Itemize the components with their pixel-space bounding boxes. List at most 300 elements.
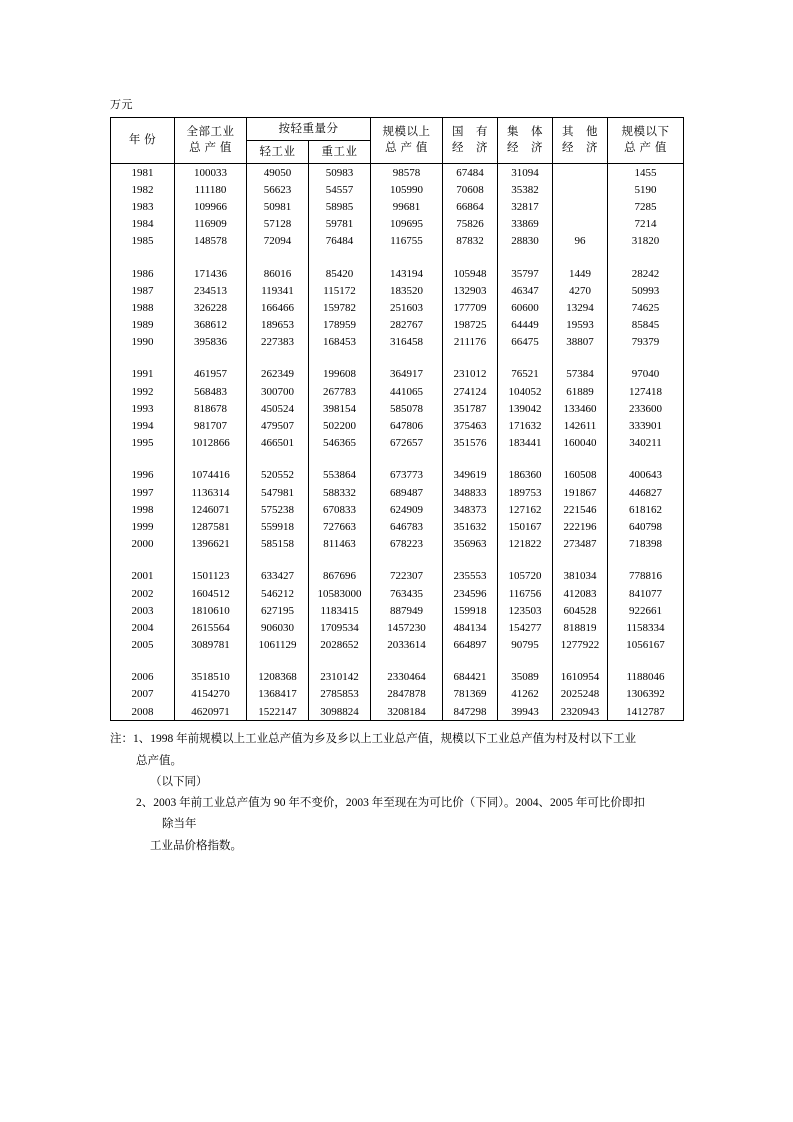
table-cell-above-scale-total: 678223 [371,536,443,553]
table-cell-year: 1987 [111,282,175,299]
table-cell-total-output: 326228 [175,299,247,316]
table-cell-heavy-industry: 727663 [309,518,371,535]
table-cell-above-scale-total: 763435 [371,585,443,602]
table-cell-heavy-industry: 76484 [309,233,371,250]
table-cell-heavy-industry: 670833 [309,501,371,518]
table-cell-empty [309,654,371,669]
table-cell-collective: 116756 [498,585,553,602]
table-cell-empty [111,553,175,568]
table-cell-other [553,216,608,233]
table-cell-state-owned: 684421 [443,669,498,686]
table-cell-collective: 171632 [498,417,553,434]
table-cell-state-owned: 664897 [443,637,498,654]
table-cell-empty [247,553,309,568]
table-cell-year: 2006 [111,669,175,686]
table-cell-state-owned: 348373 [443,501,498,518]
table-cell-above-scale-total: 183520 [371,282,443,299]
table-cell-empty [175,654,247,669]
note-line-3: （以下同） [150,775,208,788]
table-cell-total-output: 109966 [175,198,247,215]
table-cell-state-owned: 75826 [443,216,498,233]
table-cell-empty [498,553,553,568]
table-cell-above-scale-total: 441065 [371,383,443,400]
table-cell-heavy-industry: 50983 [309,164,371,182]
table-cell-above-scale-total: 646783 [371,518,443,535]
table-cell-heavy-industry: 59781 [309,216,371,233]
table-cell-empty [371,351,443,366]
table-cell-heavy-industry: 588332 [309,484,371,501]
table-cell-light-industry: 262349 [247,366,309,383]
table-cell-below-scale-total: 340211 [608,435,684,452]
table-cell-light-industry: 57128 [247,216,309,233]
table-cell-other: 222196 [563,520,597,533]
table-cell-other: 604528 [563,604,597,617]
header-light-industry: 轻工业 [247,141,309,164]
table-cell-light-industry: 86016 [247,265,309,282]
table-cell-other: 142611 [563,420,597,433]
table-cell-empty [111,250,175,265]
header-year: 年 份 [111,118,175,164]
table-cell-empty [498,452,553,467]
header-collective: 集 体 经 济 [498,118,553,164]
table-cell-below-scale-total: 718398 [608,536,684,553]
table-cell-collective: 35797 [498,265,553,282]
table-cell-year: 2005 [111,637,175,654]
table-cell-light-industry: 166466 [247,299,309,316]
table-cell-other [553,181,608,198]
table-cell-heavy-industry: 398154 [309,400,371,417]
table-cell-year: 1986 [111,265,175,282]
table-cell-year: 1985 [111,233,175,250]
table-cell-year: 1983 [111,198,175,215]
table-cell-below-scale-total: 618162 [608,501,684,518]
table-cell-heavy-industry: 2785853 [309,686,371,703]
table-cell-state-owned: 375463 [443,417,498,434]
table-cell-empty [175,351,247,366]
table-cell-other: 133460 [563,402,597,415]
table-notes [110,729,710,857]
table-cell-below-scale-total: 7214 [608,216,684,233]
table-cell-total-output: 100033 [175,164,247,182]
table-cell-year: 2008 [111,703,175,721]
table-spacer-row [111,654,684,669]
table-cell-above-scale-total: 2330464 [371,669,443,686]
table-cell-year: 1994 [111,417,175,434]
table-cell-empty [553,452,608,467]
note-line-5: 除当年 [162,818,197,831]
table-cell-below-scale-total: 841077 [608,585,684,602]
table-cell-empty [443,452,498,467]
table-cell-empty [608,250,684,265]
table-cell-heavy-industry: 867696 [309,568,371,585]
table-row [111,334,684,351]
table-cell-below-scale-total: 28242 [608,265,684,282]
table-cell-collective: 154277 [498,619,553,636]
table-cell-collective: 46347 [498,282,553,299]
table-cell-heavy-industry: 1709534 [309,619,371,636]
table-row [111,669,684,686]
table-cell-state-owned: 484134 [443,619,498,636]
note-line-6: 工业品价格指数。 [150,839,242,852]
table-cell-heavy-industry: 2028652 [309,637,371,654]
table-cell-year: 2002 [111,585,175,602]
table-cell-empty [247,654,309,669]
table-cell-heavy-industry: 3098824 [309,703,371,721]
table-cell-year: 1996 [111,467,175,484]
table-cell-total-output: 1074416 [175,467,247,484]
table-cell-light-industry: 559918 [247,518,309,535]
table-cell-heavy-industry: 58985 [309,198,371,215]
table-row [111,299,684,316]
table-cell-light-industry: 906030 [247,619,309,636]
table-cell-heavy-industry: 85420 [309,265,371,282]
table-cell-above-scale-total: 585078 [371,400,443,417]
table-cell-year: 1988 [111,299,175,316]
table-cell-total-output: 1604512 [175,585,247,602]
table-cell-below-scale-total: 1412787 [608,703,684,721]
table-cell-total-output: 4154270 [175,686,247,703]
table-cell-light-industry: 300700 [247,383,309,400]
header-state-owned: 国 有 经 济 [443,118,498,164]
table-cell-light-industry: 546212 [247,585,309,602]
table-cell-state-owned: 70608 [443,181,498,198]
table-cell-empty [111,654,175,669]
table-cell-other: 96 [574,235,586,248]
table-cell-total-output: 3089781 [175,637,247,654]
table-cell-above-scale-total: 364917 [371,366,443,383]
table-row [111,417,684,434]
table-cell-above-scale-total: 116755 [371,233,443,250]
table-row [111,366,684,383]
table-cell-year: 2007 [111,686,175,703]
table-cell-total-output: 3518510 [175,669,247,686]
table-row [111,181,684,198]
table-cell-below-scale-total: 778816 [608,568,684,585]
table-cell-total-output: 4620971 [175,703,247,721]
table-cell-above-scale-total: 2033614 [371,637,443,654]
table-cell-above-scale-total: 624909 [371,501,443,518]
table-cell-below-scale-total: 85845 [608,317,684,334]
table-cell-light-industry: 575238 [247,501,309,518]
table-cell-above-scale-total: 2847878 [371,686,443,703]
table-cell-collective: 66475 [498,334,553,351]
header-above-scale-total: 规模以上 总 产 值 [371,118,443,164]
table-cell-empty [111,452,175,467]
table-cell-state-owned: 87832 [443,233,498,250]
table-cell-empty [498,351,553,366]
table-cell-empty [498,654,553,669]
table-cell-empty [371,654,443,669]
table-cell-collective: 60600 [498,299,553,316]
unit-label: 万元 [110,99,133,111]
table-row [111,282,684,299]
table-cell-collective: 28830 [498,233,553,250]
table-cell-collective: 186360 [498,467,553,484]
table-cell-light-industry: 56623 [247,181,309,198]
table-cell-below-scale-total: 5190 [608,181,684,198]
table-cell-empty [553,250,608,265]
table-cell-empty [553,351,608,366]
table-cell-heavy-industry: 199608 [309,366,371,383]
table-cell-year: 1981 [111,164,175,182]
table-cell-above-scale-total: 105990 [371,181,443,198]
table-cell-below-scale-total: 446827 [608,484,684,501]
table-cell-light-industry: 49050 [247,164,309,182]
table-cell-below-scale-total: 922661 [608,602,684,619]
table-cell-empty [498,250,553,265]
table-cell-total-output: 981707 [175,417,247,434]
table-cell-state-owned: 274124 [443,383,498,400]
table-cell-empty [175,553,247,568]
table-cell-state-owned: 348833 [443,484,498,501]
header-by-light-heavy: 按轻重量分 [247,118,371,141]
table-cell-state-owned: 177709 [443,299,498,316]
table-cell-other: 13294 [566,301,594,314]
table-cell-state-owned: 351632 [443,518,498,535]
table-cell-year: 2004 [111,619,175,636]
table-cell-state-owned: 198725 [443,317,498,334]
table-cell-other: 381034 [563,570,597,583]
table-cell-total-output: 1501123 [175,568,247,585]
table-cell-light-industry: 627195 [247,602,309,619]
table-cell-collective: 123503 [498,602,553,619]
table-row [111,467,684,484]
table-cell-empty [608,553,684,568]
table-cell-below-scale-total: 1188046 [608,669,684,686]
table-cell-below-scale-total: 97040 [608,366,684,383]
table-body [111,164,684,721]
table-cell-empty [553,553,608,568]
table-cell-empty [247,351,309,366]
table-cell-above-scale-total: 99681 [371,198,443,215]
table-cell-empty [371,452,443,467]
table-cell-other: 160040 [563,437,597,450]
table-cell-other: 2025248 [560,688,600,701]
table-cell-heavy-industry: 178959 [309,317,371,334]
table-cell-year: 2001 [111,568,175,585]
table-cell-below-scale-total: 333901 [608,417,684,434]
table-cell-year: 1984 [111,216,175,233]
table-cell-below-scale-total: 127418 [608,383,684,400]
table-cell-year: 1995 [111,435,175,452]
table-cell-total-output: 395836 [175,334,247,351]
table-cell-below-scale-total: 1306392 [608,686,684,703]
table-cell-year: 1993 [111,400,175,417]
table-cell-other [553,164,608,182]
table-cell-other: 412083 [563,587,597,600]
table-cell-other: 191867 [563,486,597,499]
table-cell-above-scale-total: 722307 [371,568,443,585]
header-row-1 [111,118,684,141]
table-cell-above-scale-total: 98578 [371,164,443,182]
table-cell-light-industry: 479507 [247,417,309,434]
table-cell-collective: 183441 [498,435,553,452]
table-cell-other [553,198,608,215]
table-cell-total-output: 234513 [175,282,247,299]
table-cell-empty [175,250,247,265]
table-row [111,501,684,518]
table-cell-light-industry: 119341 [247,282,309,299]
table-cell-heavy-industry: 546365 [309,435,371,452]
table-cell-light-industry: 466501 [247,435,309,452]
table-cell-collective: 127162 [498,501,553,518]
table-cell-empty [309,351,371,366]
table-cell-collective: 32817 [498,198,553,215]
table-cell-light-industry: 585158 [247,536,309,553]
table-cell-total-output: 171436 [175,265,247,282]
table-row [111,216,684,233]
table-cell-above-scale-total: 251603 [371,299,443,316]
table-cell-heavy-industry: 267783 [309,383,371,400]
table-row [111,400,684,417]
table-cell-light-industry: 189653 [247,317,309,334]
table-cell-state-owned: 231012 [443,366,498,383]
table-cell-collective: 121822 [498,536,553,553]
table-cell-year: 1998 [111,501,175,518]
table-cell-empty [443,250,498,265]
table-spacer-row [111,250,684,265]
table-cell-state-owned: 781369 [443,686,498,703]
table-cell-above-scale-total: 3208184 [371,703,443,721]
table-cell-total-output: 148578 [175,233,247,250]
table-row [111,619,684,636]
table-cell-other: 221546 [563,503,597,516]
table-cell-total-output: 368612 [175,317,247,334]
table-cell-other: 160508 [563,469,597,482]
table-cell-collective: 139042 [498,400,553,417]
table-cell-other: 57384 [566,368,594,381]
table-cell-other: 1277922 [560,639,600,652]
table-cell-total-output: 111180 [175,181,247,198]
table-cell-heavy-industry: 10583000 [309,585,371,602]
header-heavy-industry: 重工业 [309,141,371,164]
table-cell-heavy-industry: 159782 [309,299,371,316]
table-cell-collective: 35089 [498,669,553,686]
note-line-4: 2、2003 年前工业总产值为 90 年不变价，2003 年至现在为可比价（下同）。2004、2005 年可比价即扣 [136,797,645,810]
table-row [111,585,684,602]
table-cell-total-output: 1136314 [175,484,247,501]
table-cell-light-industry: 50981 [247,198,309,215]
table-cell-above-scale-total: 647806 [371,417,443,434]
table-cell-light-industry: 450524 [247,400,309,417]
table-cell-total-output: 1246071 [175,501,247,518]
table-cell-total-output: 461957 [175,366,247,383]
table-cell-year: 2000 [111,536,175,553]
table-cell-other: 1449 [569,267,591,280]
table-cell-empty [371,553,443,568]
header-below-scale-total: 规模以下 总 产 值 [608,118,684,164]
table-cell-above-scale-total: 672657 [371,435,443,452]
table-cell-collective: 150167 [498,518,553,535]
table-cell-below-scale-total: 1056167 [608,637,684,654]
table-cell-below-scale-total: 74625 [608,299,684,316]
table-cell-year: 1982 [111,181,175,198]
table-cell-state-owned: 235553 [443,568,498,585]
table-cell-below-scale-total: 7285 [608,198,684,215]
table-cell-above-scale-total: 143194 [371,265,443,282]
table-cell-empty [443,553,498,568]
table-cell-total-output: 568483 [175,383,247,400]
table-cell-light-industry: 633427 [247,568,309,585]
table-cell-heavy-industry: 502200 [309,417,371,434]
table-cell-state-owned: 67484 [443,164,498,182]
table-cell-below-scale-total: 50993 [608,282,684,299]
table-cell-below-scale-total: 31820 [608,233,684,250]
table-cell-heavy-industry: 553864 [309,467,371,484]
table-row [111,602,684,619]
table-row [111,536,684,553]
table-cell-heavy-industry: 54557 [309,181,371,198]
table-cell-collective: 104052 [498,383,553,400]
table-cell-year: 2003 [111,602,175,619]
table-cell-heavy-industry: 2310142 [309,669,371,686]
table-cell-other: 19593 [566,319,594,332]
table-row [111,637,684,654]
table-cell-empty [443,351,498,366]
table-cell-below-scale-total: 1158334 [608,619,684,636]
table-cell-empty [309,250,371,265]
table-cell-state-owned: 847298 [443,703,498,721]
table-cell-total-output: 1287581 [175,518,247,535]
table-cell-empty [608,351,684,366]
table-cell-state-owned: 351576 [443,435,498,452]
table-cell-state-owned: 211176 [443,334,498,351]
table-row [111,518,684,535]
table-cell-light-industry: 72094 [247,233,309,250]
table-cell-heavy-industry: 115172 [309,282,371,299]
table-cell-heavy-industry: 811463 [309,536,371,553]
table-cell-state-owned: 66864 [443,198,498,215]
table-cell-empty [247,250,309,265]
table-row [111,265,684,282]
table-cell-below-scale-total: 640798 [608,518,684,535]
table-cell-empty [309,452,371,467]
table-cell-year: 1990 [111,334,175,351]
table-row [111,435,684,452]
table-cell-state-owned: 349619 [443,467,498,484]
table-cell-collective: 33869 [498,216,553,233]
table-cell-other: 4270 [569,284,591,297]
table-cell-empty [443,654,498,669]
table-cell-above-scale-total: 109695 [371,216,443,233]
table-cell-other: 273487 [563,538,597,551]
table-row [111,686,684,703]
table-cell-empty [608,654,684,669]
table-row [111,703,684,721]
table-cell-above-scale-total: 1457230 [371,619,443,636]
table-cell-collective: 76521 [498,366,553,383]
table-cell-collective: 90795 [498,637,553,654]
table-cell-light-industry: 547981 [247,484,309,501]
table-row [111,198,684,215]
table-spacer-row [111,351,684,366]
table-cell-year: 1991 [111,366,175,383]
table-cell-empty [111,351,175,366]
table-cell-below-scale-total: 1455 [608,164,684,182]
table-cell-heavy-industry: 168453 [309,334,371,351]
table-spacer-row [111,553,684,568]
table-cell-other: 818819 [563,621,597,634]
table-cell-empty [247,452,309,467]
table-cell-state-owned: 351787 [443,400,498,417]
table-cell-state-owned: 356963 [443,536,498,553]
table-cell-collective: 64449 [498,317,553,334]
table-row [111,383,684,400]
table-cell-light-industry: 1061129 [247,637,309,654]
table-cell-light-industry: 1208368 [247,669,309,686]
table-cell-collective: 35382 [498,181,553,198]
table-cell-above-scale-total: 887949 [371,602,443,619]
